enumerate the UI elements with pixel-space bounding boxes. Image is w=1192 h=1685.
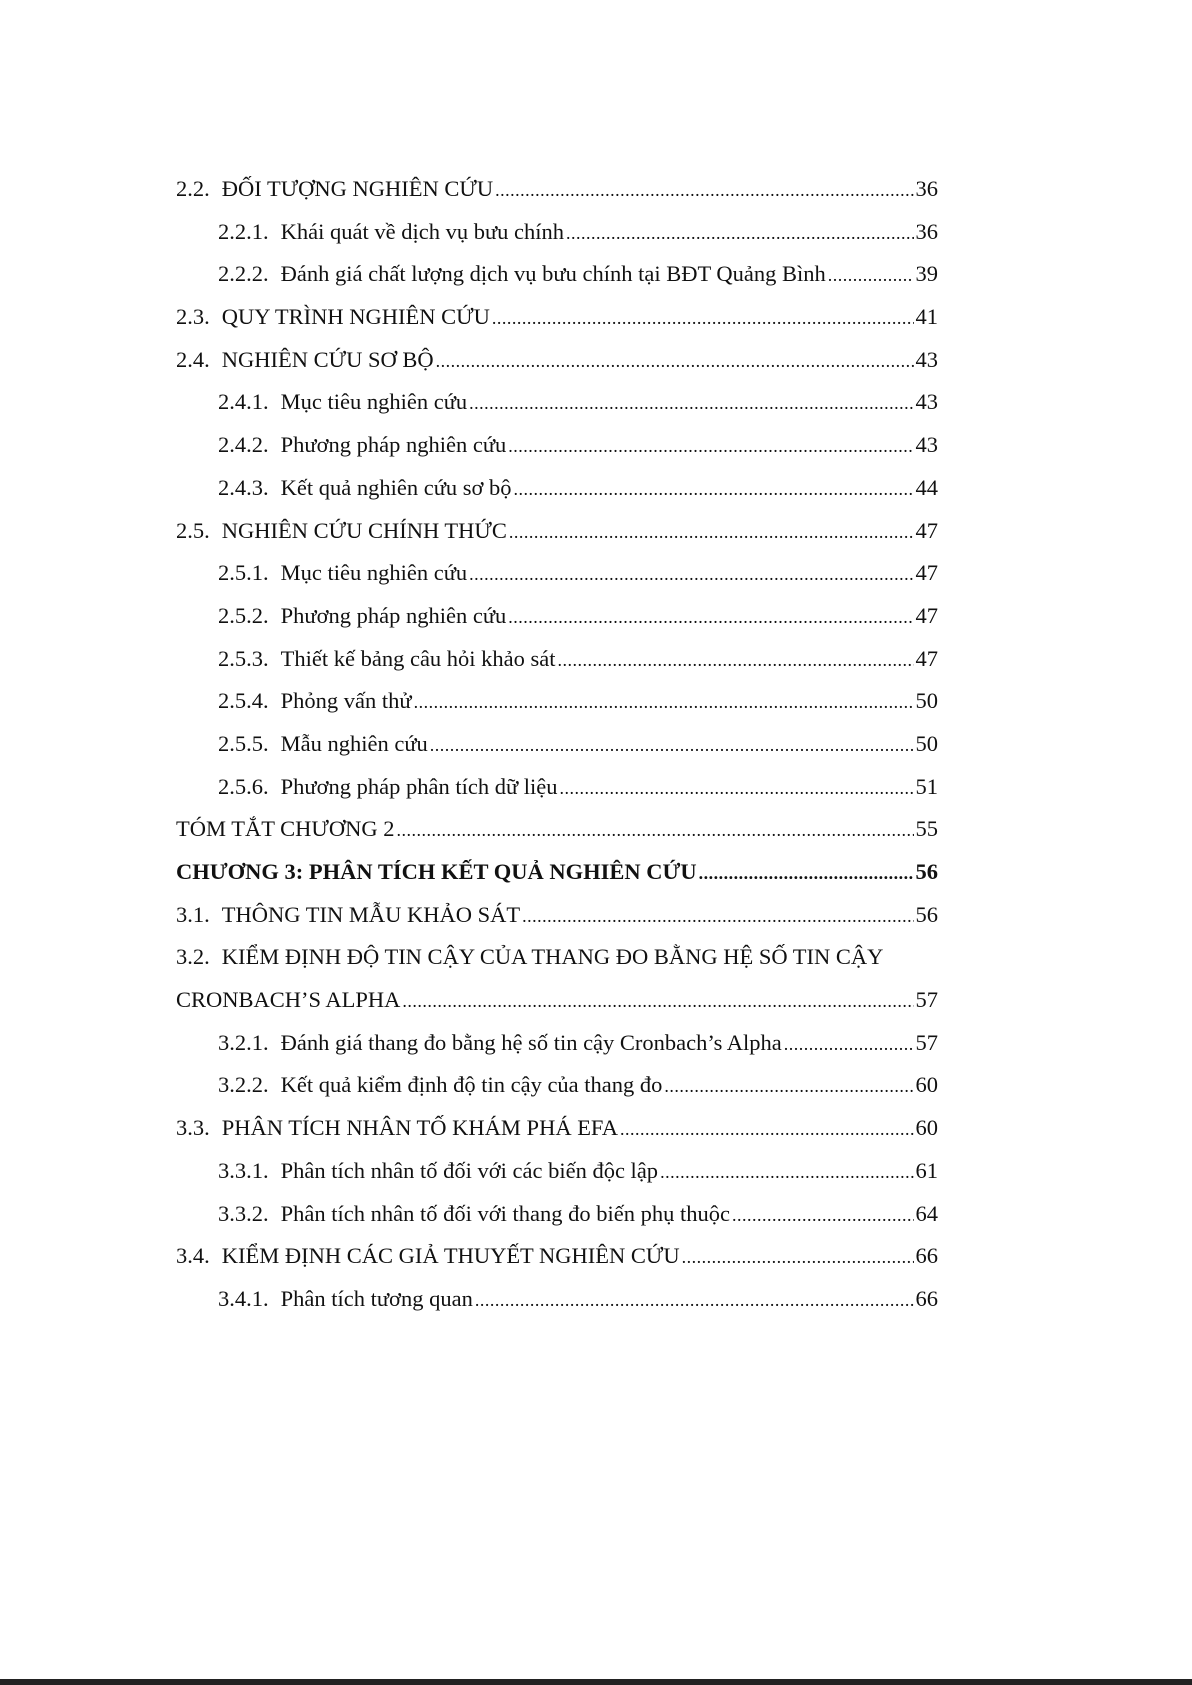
dot-leader xyxy=(664,1065,913,1108)
toc-page-number: 64 xyxy=(915,1200,938,1226)
toc-page-number: 57 xyxy=(915,987,938,1013)
toc-page-number: 44 xyxy=(915,474,938,500)
toc-entry-2-5-5[interactable] xyxy=(176,723,938,766)
toc-page-number: 66 xyxy=(915,1243,938,1269)
toc-title: Phân tích nhân tố đối với các biến độc lập xyxy=(280,1157,659,1183)
toc-page-number: 39 xyxy=(915,261,938,287)
toc-page-number: 41 xyxy=(915,304,938,330)
toc-page-number: 43 xyxy=(915,432,938,458)
toc-page-number: 47 xyxy=(915,560,938,586)
toc-entry-2-3[interactable] xyxy=(176,296,938,339)
toc-title: ĐỐI TƯỢNG NGHIÊN CỨU xyxy=(221,176,494,201)
toc-entry-2-2-2[interactable] xyxy=(176,253,938,296)
toc-entry-3-3-2[interactable] xyxy=(176,1193,938,1236)
toc-title: Phân tích tương quan xyxy=(280,1285,473,1311)
toc-page-number: 47 xyxy=(915,602,938,628)
toc-entry-3-4-1[interactable] xyxy=(176,1278,938,1321)
toc-entry-chapter-3[interactable] xyxy=(176,851,938,894)
toc-page-number: 57 xyxy=(915,1029,938,1055)
toc-entry-2-5-1[interactable] xyxy=(176,552,938,595)
dot-leader xyxy=(492,297,914,340)
toc-number: 2.2. xyxy=(176,176,210,201)
dot-leader xyxy=(509,511,914,554)
dot-leader xyxy=(699,852,914,895)
toc-entry-3-3[interactable] xyxy=(176,1107,938,1150)
dot-leader xyxy=(660,1151,913,1194)
toc-page-number: 60 xyxy=(915,1115,938,1141)
toc-entry-2-5-6[interactable] xyxy=(176,766,938,809)
toc-title: Phỏng vấn thử xyxy=(280,688,412,714)
toc-number: 2.5.6. xyxy=(218,773,269,799)
toc-page-number: 51 xyxy=(915,773,938,799)
toc-number: 3.3.1. xyxy=(218,1157,269,1183)
toc-entry-2-2-1[interactable] xyxy=(176,211,938,254)
toc-page-number: 60 xyxy=(915,1072,938,1098)
toc-page-number: 43 xyxy=(915,389,938,415)
toc-entry-2-2[interactable] xyxy=(176,168,938,211)
dot-leader xyxy=(469,553,913,596)
toc-number: 2.4. xyxy=(176,346,210,372)
dot-leader xyxy=(430,724,914,767)
page-bottom-edge xyxy=(0,1679,1192,1685)
toc-title: Thiết kế bảng câu hỏi khảo sát xyxy=(280,645,556,671)
toc-entry-3-2-1[interactable] xyxy=(176,1022,938,1065)
dot-leader xyxy=(620,1108,913,1151)
toc-title: Khái quát về dịch vụ bưu chính xyxy=(280,218,565,244)
toc-number: 2.5.2. xyxy=(218,602,269,628)
toc-number: 2.4.2. xyxy=(218,432,269,458)
toc-title: Đánh giá chất lượng dịch vụ bưu chính tại BĐT Quảng Bình xyxy=(280,261,826,287)
toc-number: 3.2. xyxy=(176,944,210,970)
toc-entry-2-4[interactable] xyxy=(176,339,938,382)
dot-leader xyxy=(436,340,914,383)
dot-leader xyxy=(828,254,914,297)
toc-number: 2.5.5. xyxy=(218,730,269,756)
dot-leader xyxy=(566,212,913,255)
toc-number: 2.4.1. xyxy=(218,389,269,415)
dot-leader xyxy=(475,1279,914,1322)
toc-number: 3.4.1. xyxy=(218,1285,269,1311)
toc-number: 2.4.3. xyxy=(218,474,269,500)
toc-number: 2.2.1. xyxy=(218,218,269,244)
toc-entry-2-5[interactable] xyxy=(176,510,938,553)
dot-leader xyxy=(508,425,913,468)
toc-title: Đánh giá thang đo bằng hệ số tin cậy Cronbach’s Alpha xyxy=(280,1029,782,1055)
toc-number: 2.5.1. xyxy=(218,560,269,586)
toc-title: KIỂM ĐỊNH CÁC GIẢ THUYẾT NGHIÊN CỨU xyxy=(221,1243,680,1269)
dot-leader xyxy=(682,1236,914,1279)
dot-leader xyxy=(558,639,914,682)
toc-entry-3-2-2[interactable] xyxy=(176,1064,938,1107)
toc-page-number: 36 xyxy=(915,176,938,201)
toc-entry-2-5-4[interactable] xyxy=(176,680,938,723)
table-of-contents xyxy=(176,168,938,1321)
toc-number: 3.2.2. xyxy=(218,1072,269,1098)
toc-entry-2-4-3[interactable] xyxy=(176,467,938,510)
dot-leader xyxy=(402,980,913,1023)
toc-number: 3.3. xyxy=(176,1115,210,1141)
toc-title: Mục tiêu nghiên cứu xyxy=(280,560,468,586)
toc-page-number: 47 xyxy=(915,517,938,543)
toc-page-number: 43 xyxy=(915,346,938,372)
toc-title: Kết quả kiểm định độ tin cậy của thang đo xyxy=(280,1072,663,1098)
toc-number: 3.2.1. xyxy=(218,1029,269,1055)
toc-entry-chapter-2-summary[interactable] xyxy=(176,808,938,851)
toc-entry-3-2[interactable] xyxy=(176,936,938,1021)
dot-leader xyxy=(522,895,913,938)
dot-leader xyxy=(508,596,913,639)
dot-leader xyxy=(560,767,914,810)
toc-entry-2-5-3[interactable] xyxy=(176,638,938,681)
toc-page-number: 55 xyxy=(915,816,938,842)
dot-leader xyxy=(469,382,913,425)
toc-title: QUY TRÌNH NGHIÊN CỨU xyxy=(221,304,490,330)
toc-title-line-1: KIỂM ĐỊNH ĐỘ TIN CẬY CỦA THANG ĐO BẰNG HỆ SỐ TIN CẬY xyxy=(221,944,884,970)
dot-leader xyxy=(495,169,913,212)
toc-title: Kết quả nghiên cứu sơ bộ xyxy=(280,474,512,500)
toc-entry-3-4[interactable] xyxy=(176,1235,938,1278)
toc-page-number: 56 xyxy=(915,859,938,884)
toc-page-number: 61 xyxy=(915,1157,938,1183)
toc-page-number: 56 xyxy=(915,901,938,927)
dot-leader xyxy=(397,809,914,852)
toc-entry-2-5-2[interactable] xyxy=(176,595,938,638)
toc-title: Phương pháp nghiên cứu xyxy=(280,432,507,458)
toc-title: TÓM TẮT CHƯƠNG 2 xyxy=(176,816,395,842)
toc-title: THÔNG TIN MẪU KHẢO SÁT xyxy=(221,901,521,927)
dot-leader xyxy=(732,1194,914,1237)
toc-number: 2.5.4. xyxy=(218,688,269,714)
toc-page-number: 50 xyxy=(915,730,938,756)
toc-number: 3.3.2. xyxy=(218,1200,269,1226)
toc-page-number: 50 xyxy=(915,688,938,714)
dot-leader xyxy=(784,1023,914,1066)
toc-title: PHÂN TÍCH NHÂN TỐ KHÁM PHÁ EFA xyxy=(221,1115,619,1141)
toc-title: Mẫu nghiên cứu xyxy=(280,730,428,756)
toc-title: Phương pháp phân tích dữ liệu xyxy=(280,773,558,799)
toc-title: NGHIÊN CỨU SƠ BỘ xyxy=(221,346,434,372)
toc-number: 3.4. xyxy=(176,1243,210,1269)
toc-title: NGHIÊN CỨU CHÍNH THỨC xyxy=(221,517,507,543)
toc-number: 2.3. xyxy=(176,304,210,330)
toc-page-number: 66 xyxy=(915,1285,938,1311)
toc-page-number: 36 xyxy=(915,218,938,244)
toc-number: 2.5. xyxy=(176,517,210,543)
dot-leader xyxy=(414,681,914,724)
toc-entry-3-3-1[interactable] xyxy=(176,1150,938,1193)
toc-title: Mục tiêu nghiên cứu xyxy=(280,389,468,415)
toc-number: 3.1. xyxy=(176,901,210,927)
dot-leader xyxy=(514,468,914,511)
toc-title: Phân tích nhân tố đối với thang đo biến phụ thuộc xyxy=(280,1200,730,1226)
toc-number: 2.5.3. xyxy=(218,645,269,671)
toc-entry-2-4-1[interactable] xyxy=(176,381,938,424)
toc-number: 2.2.2. xyxy=(218,261,269,287)
toc-entry-2-4-2[interactable] xyxy=(176,424,938,467)
toc-page-number: 47 xyxy=(915,645,938,671)
toc-title-line-2: CRONBACH’S ALPHA xyxy=(176,987,401,1013)
toc-title: CHƯƠNG 3: PHÂN TÍCH KẾT QUẢ NGHIÊN CỨU xyxy=(176,859,697,884)
toc-entry-3-1[interactable] xyxy=(176,894,938,937)
toc-title: Phương pháp nghiên cứu xyxy=(280,602,507,628)
